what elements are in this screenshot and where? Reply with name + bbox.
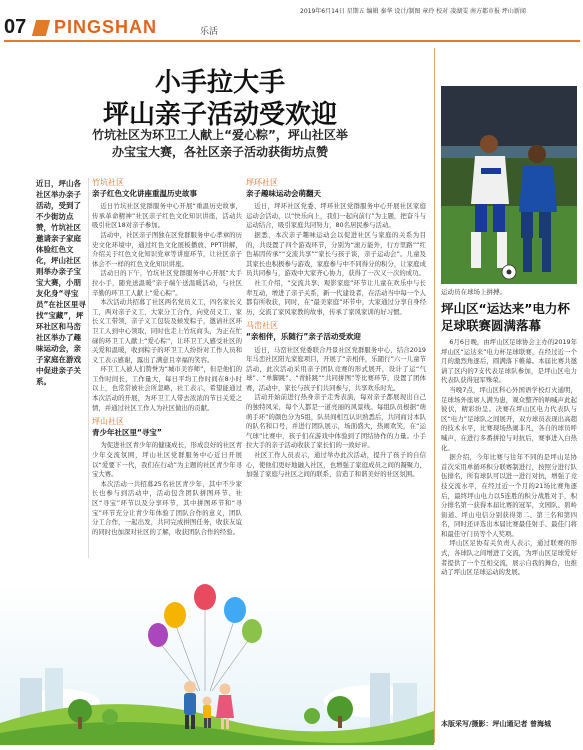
- football-match-photo: [441, 86, 577, 284]
- main-title-line2: 坪山亲子活动受欢迎: [102, 100, 337, 130]
- paragraph: 社区工作人员表示，通过举办此次活动，提升了孩子的自信心，使他们更好地融入社区，也增强了家庭成员之间的凝聚力，加强了家庭与社区之间的联系，营造了和谐美好的社区氛围。: [246, 451, 426, 479]
- paragraph: 近日竹坑社区党群服务中心开展“重温历史故事，传承革命精神”社区亲子红色文化知识讲座，活动共吸引社区18对亲子参加。: [92, 202, 242, 230]
- paragraph: 活动中，社区亲子图独在区党群服务中心孝章的历史文化环境中，通过红色文化展板播放、PPT讲解，介绍关于红色文化知识党章等讲座环节，让社区亲子体会不一样的红色文化知识讲座。: [92, 230, 242, 268]
- football-headline: [441, 300, 577, 334]
- byline-credit: 本版采写/摄影：坪山通记者 曾海城: [441, 720, 551, 728]
- paragraph: 环卫工人被人们赞誉为“城市美容师”，但是他们的工作时间长，工作量大，每日平均工作时间在8小时以上，也常常被社会所忽略，社工表示，希望能通过本次活动的开展，为环卫工人带去浓浓的节日关爱之情，并通过社区工作人为社区做出的贡献。: [92, 365, 242, 412]
- column-divider: [434, 48, 435, 743]
- paragraph: 活动日的下午，竹坑社区党群服务中心开展“大手拉小手，随党送温暖”亲子端午送温暖活动，与社区辛勤的环卫工人献上“爱心粽”。: [92, 269, 242, 297]
- header-rule: [4, 40, 580, 42]
- paragraph: 活动开始前进行热身亲子走秀表演，每对亲子都展现出自己的独特风采，每个人都是一道亮丽的风景线。每组队员根据“萌萌手环”的颜色分为5组，队员间相互认识熟悉后，共同商讨本队的队名和口号，并进行团队展示，场面盛大，热闹欢笑，在“运气球”比赛中，孩子们在游戏中体验到了团结协作的力量。小手拉大手的亲子活动收获了家长们的一致好评。: [246, 393, 426, 450]
- article-column-1: [92, 178, 242, 537]
- intro-rule: [88, 178, 89, 558]
- paragraph: 社工介绍，“交流共享、观影家庭”环节让儿童在欢乐中与长辈互动，增进了亲子关系，新一代建设者，在活动当中每一个人都有所收获，同时，在“最美家庭”环节中，大家通过分享自身经历，交流了家风家教的故事，传承了家风家训的好习惯。: [246, 278, 426, 316]
- football-headline-line1: 坪山区“运达来”电力杯: [441, 301, 570, 316]
- subtitle-line2: 办宝宝大赛，各社区亲子活动获街坊点赞: [111, 145, 328, 159]
- paragraph: 本次活动共招募了社区两名党员义工，四名家长义工，两对亲子义工，大家分工合作，向党员义工、家长义工带领，亲子义工包装及候发粽子，邀请社区环卫工人到中心领取，同时也走上竹坑商头，为正在忙碌的环卫工人献上“爱心粽”，让环卫工人感受社区的关爱和温暖，收到粽子的环卫工人纷纷对工作人员和义工表示感谢，露出了满意且幸福的笑容。: [92, 298, 242, 364]
- paragraph: 据介绍，今年比赛与往年不同的是坪山足协首次采用单循环积分联赛制进行，按照分进行队伍排名，所有球队可以进一进行对抗，增强了竞技交流水平，在经过近一个月的21场比赛角逐后，最终坪山电力以5连胜的积分战胜对手，积分排名第一获得本届比赛的冠军，文园队、碧岭街道、坪山电信分别获得第二、第三名和第四名，同时还评选出本届比赛最佳射手、最佳门将和最佳守门员等个人奖项。: [441, 453, 577, 538]
- article-headline: 青少年社区里“寻宝”: [92, 427, 162, 437]
- intro-summary: 近日，坪山各社区举办亲子活动，受到了不少街坊点赞，竹坑社区邀请亲子家庭体验红色文化，坪山社区则举办亲子宝宝大赛，小朋友化身“寻宝员”在社区里寻找“宝藏”，坪环社区和马峦社区举办了趣味运动会，亲子家庭在游戏中促进亲子关系。: [36, 179, 86, 386]
- paragraph: 为促进社区青少年的健康成长，形成良好的社区青少年交流氛围，坪山社区党群服务中心近日开展以“爱要下一代，我们在行动”为主题的社区青少年寻宝大赛。: [92, 441, 242, 479]
- paragraph: 本次活动一共招募25名社区青少年，其中不少家长也参与到活动中，活动包含团队拼图环节、社区“寻宝”环节以及分享环节，其中拼图环节和“寻宝”环节充分让青少年体验了团队合作的意义，团队分工合作，一起出发，共同完成拼图任务，收获友谊的同时也加深对社区的了解，收获团队合作的经验。: [92, 479, 242, 536]
- main-subtitle: [40, 127, 400, 161]
- header-accent-bar: [32, 20, 50, 36]
- subtitle-line1: 竹坑社区为环卫工人献上“爱心粽”，坪山社区举: [92, 128, 348, 142]
- community-label: 坪山社区: [92, 417, 124, 427]
- section-name: PINGSHAN: [54, 17, 158, 37]
- photo-caption: 运动员在球场上拼搏。: [441, 288, 506, 296]
- page-number: 07: [4, 16, 27, 38]
- paragraph: 当晚7点，坪山区科心外国语学校灯火通明，足球场外座席人满为患，观众整齐的呐喊声此起彼伏，精彩纷呈。决赛在坪山区电力代表队与区“电力”足球队之间展开，双方球员表现出高超的技术水平，比赛现场热闹非凡，各自的球员呼喊声，在进行多番拼抢与对抗后，赛事进入白热化。: [441, 385, 577, 452]
- paragraph: 坪山区足协有关负责人表示，通过联赛的形式，各球队之间增进了交流，为坪山区足球爱好者提供了一个互相交流，展示自我的舞台，也推动了坪山区足球运动的发展。: [441, 539, 577, 577]
- paragraph: 近日，坪环社区党委、坪环社区党群服务中心开展社区家庭运动会活动，以“快乐向上，我们一起向前行”为主题，把奋斗与运动结合，吸引家庭共同努力，80名居民参与活动。: [246, 202, 426, 230]
- issue-meta-line: 2019年6月14日 星期五 编辑 秦华 设计/制图 章玲 校对 凌湖雯 南方都市报 坪山新闻: [300, 8, 526, 15]
- community-label: 坪环社区: [246, 178, 278, 187]
- family-balloon-illustration: [0, 583, 434, 745]
- paragraph: 6月6日晚，由坪山区足球协会主办的2019年坪山区“运达来”电力杯足球联赛，在经过近一个月的激烈角逐后，圆满落下帷幕。本届比赛共邀请了区内的7支代表足球队参加，是坪山区电力代表队获得冠军殊荣。: [441, 338, 577, 385]
- section-subtitle: 乐活: [200, 27, 219, 37]
- community-label: 马峦社区: [246, 321, 278, 331]
- article-column-2: [246, 178, 426, 480]
- community-label: 竹坑社区: [92, 178, 124, 187]
- main-title-line1: 小手拉大手: [154, 68, 285, 98]
- article-headline: 亲子趣味运动会萌翻天: [246, 188, 321, 198]
- article-headline: “亲相伴，乐随行”亲子活动受欢迎: [246, 331, 361, 341]
- paragraph: 近日，马峦社区党委联合丹景社区党群服务中心，结合2019年马峦社区阳光家庭项目，开展了“亲相伴，乐随行”六一儿童节活动，此次活动采用亲子团队竞赛的形式展开，设计了运“气球”、“单脚跳”、“青蛙跳”“共同拼图”等比赛环节，设置了团体赛，活动中，家长与孩子们共同参与，共享欢乐时光。: [246, 345, 426, 392]
- football-article-body: [441, 338, 577, 578]
- football-headline-line2: 足球联赛圆满落幕: [441, 318, 542, 333]
- paragraph: 据悉，本次亲子趣味运动会以促进社区与家庭的关系为目的，共设置了四个游戏环节，分别为“滚万能外，行方里路”“红色基因传承”“交流共享”“家长与孩子谈，亲子运动会”。儿童及其家长也积极参与游戏，家庭参与中不同得分的积分，让家庭成员共同参与，游戏中大家齐心协力，获得了一次又一次的成功。: [246, 230, 426, 278]
- article-headline: 亲子红色文化讲座重温历史故事: [92, 188, 197, 198]
